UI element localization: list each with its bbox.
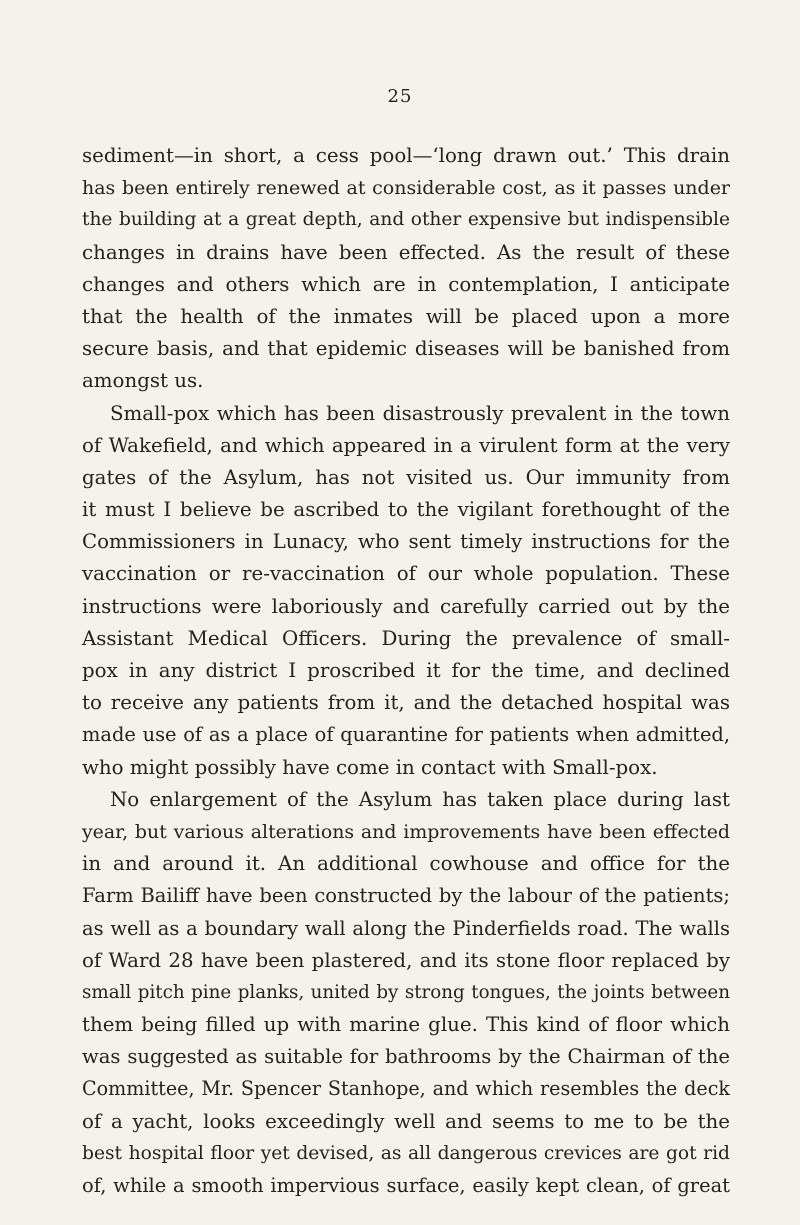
text-line: of a yacht, looks exceedingly well and seems to me to be the [82, 1109, 730, 1133]
text-line: gates of the Asylum, has not visited us. Our immunity from [82, 465, 730, 489]
text-line: best hospital floor yet devised, as all dangerous crevices are got rid [82, 1142, 730, 1164]
text-line: them being filled up with marine glue. This kind of floor which [82, 1013, 730, 1037]
text-line: small pitch pine planks, united by strong tongues, the joints between [82, 981, 730, 1003]
text-line: to receive any patients from it, and the detached hospital was [82, 691, 730, 715]
text-line: changes and others which are in contemplation, I anticipate [82, 272, 730, 296]
text-line: secure basis, and that epidemic diseases will be banished from [82, 337, 730, 361]
text-line: made use of as a place of quarantine for patients when admitted, [82, 723, 730, 747]
text-line: of Wakefield, and which appeared in a virulent form at the very [82, 433, 730, 457]
text-line: No enlargement of the Asylum has taken place during last [110, 787, 730, 811]
text-line: year, but various alterations and improvements have been effected [82, 820, 730, 843]
text-line: as well as a boundary wall along the Pinderfields road. The walls [82, 916, 730, 940]
text-line: Committee, Mr. Spencer Stanhope, and which resembles the deck [82, 1077, 730, 1101]
text-line: of, while a smooth impervious surface, easily kept clean, of great [82, 1174, 730, 1197]
text-line: Commissioners in Lunacy, who sent timely instructions for the [82, 530, 730, 554]
text-line: Farm Bailiff have been constructed by the labour of the patients; [82, 884, 730, 908]
text-line: Small-pox which has been disastrously prevalent in the town [110, 401, 730, 425]
text-line: of Ward 28 have been plastered, and its stone floor replaced by [82, 948, 730, 972]
text-line: Assistant Medical Officers. During the prevalence of small- [82, 626, 730, 650]
text-line: sediment—in short, a cess pool—‘long drawn out.’ This drain [82, 144, 730, 167]
text-line: vaccination or re-vaccination of our whole population. These [82, 562, 730, 586]
text-line: amongst us. [82, 369, 204, 393]
text-line: that the health of the inmates will be placed upon a more [82, 304, 730, 328]
text-line: has been entirely renewed at considerable cost, as it passes under [82, 177, 730, 200]
text-line: who might possibly have come in contact with Small-pox. [82, 755, 658, 779]
text-line: changes in drains have been effected. As the result of these [82, 240, 730, 264]
text-line: it must I believe be ascribed to the vigilant forethought of the [82, 498, 730, 522]
page-number: 25 [387, 86, 413, 107]
text-line: instructions were laboriously and carefully carried out by the [82, 594, 730, 618]
body-text [82, 140, 730, 1202]
text-line: was suggested as suitable for bathrooms by the Chairman of the [82, 1045, 730, 1069]
text-line: the building at a great depth, and other expensive but indispensible [82, 209, 730, 231]
text-line: in and around it. An additional cowhouse and office for the [82, 852, 730, 876]
text-line: pox in any district I proscribed it for the time, and declined [82, 659, 730, 682]
